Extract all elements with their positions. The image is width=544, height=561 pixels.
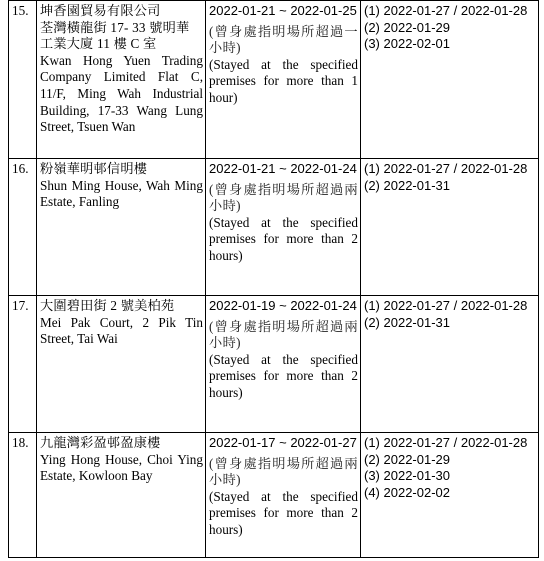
- premises-table: [8, 0, 539, 558]
- building-name-en: Ying Hong House, Choi Ying Estate, Kowloon Bay: [40, 451, 203, 484]
- specified-date: (1) 2022-01-27 / 2022-01-28: [364, 3, 528, 18]
- building-name-zh: 粉嶺華明邨信明樓: [40, 161, 148, 176]
- building-name-en: Kwan Hong Yuen Trading Company Limited Flat C, 11/F, Ming Wah Industrial Building, 17-33 Wang Lung Street, Tsuen Wan: [40, 52, 203, 135]
- period: 2022-01-21 ~ 2022-01-24: [209, 161, 357, 176]
- specified-date: (1) 2022-01-27 / 2022-01-28: [364, 298, 528, 313]
- note-en: (Stayed at the specified premises for more than 1 hour): [209, 56, 358, 105]
- period: 2022-01-19 ~ 2022-01-24: [209, 298, 357, 313]
- specified-date: (1) 2022-01-27 / 2022-01-28: [364, 435, 528, 450]
- building-cell: [37, 296, 206, 433]
- dates-cell: [361, 159, 539, 296]
- period-cell: [206, 159, 361, 296]
- period-cell: [206, 296, 361, 433]
- period-cell: [206, 1, 361, 159]
- building-name-zh: 九龍灣彩盈邨盈康樓: [40, 435, 161, 450]
- building-name-zh: 坤香園貿易有限公司: [40, 3, 161, 18]
- building-name-en: Shun Ming House, Wah Ming Estate, Fanling: [40, 177, 203, 210]
- specified-date: (2) 2022-01-31: [364, 314, 450, 330]
- specified-date: (3) 2022-01-30: [364, 468, 450, 484]
- note-zh: (曾身處指明場所超過兩小時): [209, 181, 358, 214]
- row-number: 15.: [9, 1, 37, 159]
- dates-cell: [361, 296, 539, 433]
- table-row: [9, 433, 539, 558]
- table-row: [9, 159, 539, 296]
- note-en: (Stayed at the specified premises for more than 2 hours): [209, 488, 358, 537]
- row-number: 16.: [9, 159, 37, 296]
- note-zh: (曾身處指明場所超過兩小時): [209, 455, 358, 488]
- note-en: (Stayed at the specified premises for more than 2 hours): [209, 214, 358, 263]
- note-en: (Stayed at the specified premises for more than 2 hours): [209, 351, 358, 400]
- specified-date: (2) 2022-01-31: [364, 177, 450, 193]
- specified-date: (2) 2022-01-29: [364, 451, 450, 467]
- dates-cell: [361, 433, 539, 558]
- building-cell: [37, 1, 206, 159]
- specified-date: (2) 2022-01-29: [364, 19, 450, 35]
- specified-date: (1) 2022-01-27 / 2022-01-28: [364, 161, 528, 176]
- note-zh: (曾身處指明場所超過一小時): [209, 23, 358, 56]
- specified-date: (3) 2022-02-01: [364, 36, 450, 52]
- building-address-zh: 工業大廈 11 樓 C 室: [40, 36, 157, 52]
- period: 2022-01-17 ~ 2022-01-27: [209, 435, 357, 450]
- building-name-en: Mei Pak Court, 2 Pik Tin Street, Tai Wai: [40, 314, 203, 347]
- building-address-zh: 荃灣橫龍街 17- 33 號明華: [40, 19, 190, 35]
- period: 2022-01-21 ~ 2022-01-25: [209, 3, 357, 18]
- table-row: [9, 1, 539, 159]
- dates-cell: [361, 1, 539, 159]
- row-number: 17.: [9, 296, 37, 433]
- note-zh: (曾身處指明場所超過兩小時): [209, 318, 358, 351]
- specified-date: (4) 2022-02-02: [364, 484, 450, 500]
- table-row: [9, 296, 539, 433]
- period-cell: [206, 433, 361, 558]
- row-number: 18.: [9, 433, 37, 558]
- building-cell: [37, 159, 206, 296]
- building-cell: [37, 433, 206, 558]
- building-name-zh: 大圍碧田街 2 號美柏苑: [40, 298, 175, 313]
